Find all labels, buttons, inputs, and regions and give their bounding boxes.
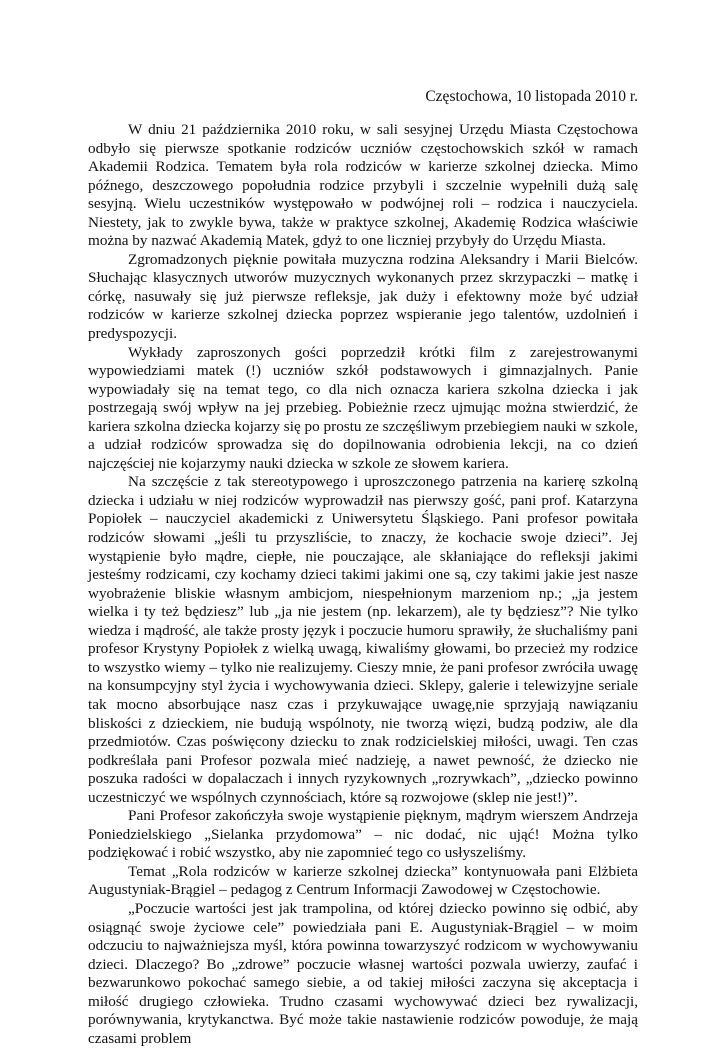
paragraph: Pani Profesor zakończyła swoje wystąpienie pięknym, mądrym wierszem Andrzeja Poniedzielskiego „Sielanka przydomowa” – nic dodać, nic ująć! Można tylko podziękować i robić wszystko, aby nie zapomnieć tego co usłyszeliśmy.	[88, 807, 638, 862]
date-line: Częstochowa, 10 listopada 2010 r.	[425, 88, 638, 105]
article-body	[88, 121, 638, 1048]
paragraph: Zgromadzonych pięknie powitała muzyczna rodzina Aleksandry i Marii Bielców. Słuchając klasycznych utworów muzycznych wykonanych przez skrzypaczki – matkę i córkę, nasuwały się już pierwsze refleksje, jak duży i efektowny może być udział rodziców w karierze szkolnej dziecka poprzez wspieranie jego talentów, uzdolnień i predyspozycji.	[88, 250, 638, 343]
paragraph: „Poczucie wartości jest jak trampolina, od której dziecko powinno się odbić, aby osiągnąć swoje życiowe cele” powiedziała pani E. Augustyniak-Brągiel – w moim odczuciu to najważniejsza myśl, która powinna towarzyszyć rodzicom w wychowywaniu dzieci. Dlaczego? Bo „zdrowe” poczucie własnej wartości pozwala uwierzy, zaufać i bezwarunkowo pokochać samego siebie, a od takiej miłości zaczyna się akceptacja i miłość drugiego człowieka. Trudno czasami wychowywać dzieci bez rywalizacji, porównywania, krytykanctwa. Być może takie nastawienie rodziców powoduje, że mają czasami problem	[88, 899, 638, 1047]
paragraph: W dniu 21 października 2010 roku, w sali sesyjnej Urzędu Miasta Częstochowa odbyło się pierwsze spotkanie rodziców uczniów częstochowskich szkół w ramach Akademii Rodzica. Tematem była rola rodziców w karierze szkolnej dziecka. Mimo późnego, deszczowego popołudnia rodzice przybyli i szczelnie wypełnili dużą salę sesyjną. Wielu uczestników występowało w podwójnej roli – rodzica i nauczyciela. Niestety, jak to zwykle bywa, także w praktyce szkolnej, Akademię Rodzica właściwie można by nazwać Akademią Matek, gdyż to one liczniej przybyły do Urzędu Miasta.	[88, 121, 638, 250]
paragraph: Temat „Rola rodziców w karierze szkolnej dziecka” kontynuowała pani Elżbieta Augustyniak-Brągiel – pedagog z Centrum Informacji Zawodowej w Częstochowie.	[88, 862, 638, 899]
paragraph: Na szczęście z tak stereotypowego i uproszczonego patrzenia na karierę szkolną dziecka i udziału w niej rodziców wyprowadził nas pierwszy gość, pani prof. Katarzyna Popiołek – nauczyciel akademicki z Uniwersytetu Śląskiego. Pani profesor powitała rodziców słowami „jeśli tu przyszliście, to znaczy, że kochacie swoje dzieci”. Jej wystąpienie było mądre, ciepłe, nie pouczające, ale skłaniające do refleksji jakimi jesteśmy rodzicami, czy kochamy dzieci takimi jakimi one są, czy takimi jakie jest nasze wyobrażenie bliskie własnym ambicjom, niespełnionym marzeniom np.; „ja jestem wielka i ty też będziesz” lub „ja nie jestem (np. lekarzem), ale ty będziesz”? Nie tylko wiedza i mądrość, ale także prosty język i poczucie humoru sprawiły, że słuchaliśmy pani profesor Krystyny Popiołek z wielką uwagą, kiwaliśmy głowami, bo przecież my rodzice to wszystko wiemy – tylko nie realizujemy. Cieszy mnie, że pani profesor zwróciła uwagę na konsumpcyjny styl życia i wychowywania dzieci. Sklepy, galerie i telewizyjne seriale tak mocno absorbujące nasz czas i przykuwające uwagę,nie sprzyjają nawiązaniu bliskości z dzieckiem, nie budują wspólnoty, nie tworzą więzi, budzą podziw, ale dla przedmiotów. Czas poświęcony dziecku to znak rodzicielskiej miłości, uwagi. Ten czas podkreślała pani Profesor pozwala mieć nadzieję, a nawet pewność, że dziecko nie poszuka radości w dopalaczach i innych ryzykownych „rozrywkach”, „dziecko powinno uczestniczyć we wspólnych czynnościach, które są rozwojowe (sklep nie jest!)”.	[88, 473, 638, 806]
paragraph: Wykłady zaproszonych gości poprzedził krótki film z zarejestrowanymi wypowiedziami matek (!) uczniów szkół podstawowych i gimnazjalnych. Panie wypowiadały się na temat tego, co dla nich oznacza kariera szkolna dziecka i jak postrzegają swój wpływ na jej przebieg. Pobieżnie rzecz ujmując można stwierdzić, że kariera szkolna dziecka kojarzy się po prostu ze szczęśliwym przebiegiem nauki w szkole, a udział rodziców sprowadza się do dopilnowania odrobienia lekcji, na co dzień najczęściej nie kojarzymy nauki dziecka w szkole ze słowem kariera.	[88, 343, 638, 472]
